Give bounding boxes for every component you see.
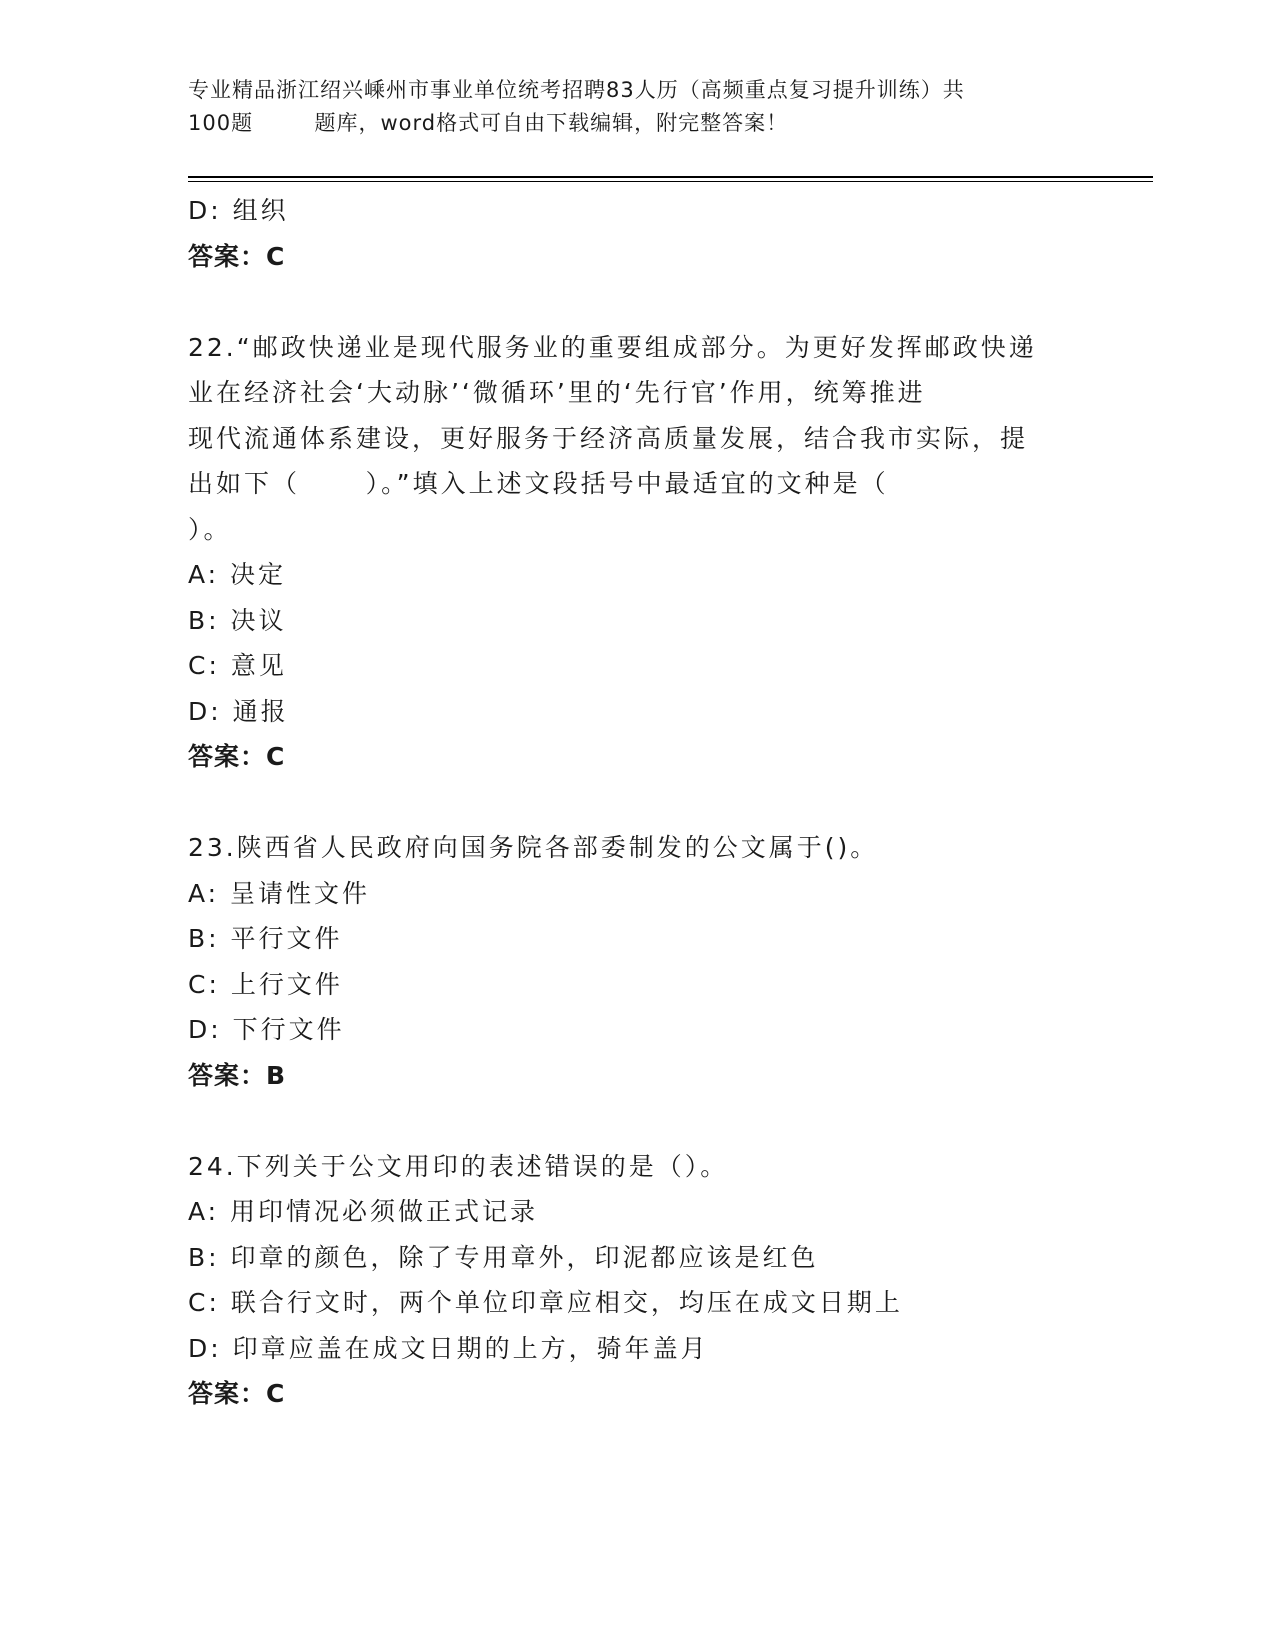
option-d: D: 通报 [188,696,289,726]
header-title-line2: 100题 题库，word格式可自由下载编辑，附完整答案！ [188,111,789,135]
option-d: D: 下行文件 [188,1015,345,1044]
option-b: B: 平行文件 [188,924,343,953]
header-rule-thick [188,176,1153,178]
prev-answer: 答案：C [188,241,286,271]
option-c: C: 意见 [188,651,287,680]
question-stem-line: 24.下列关于公文用印的表述错误的是（）。 [188,1151,729,1181]
question-stem-line: 22.“邮政快递业是现代服务业的重要组成部分。为更好发挥邮政快递 [188,332,1037,362]
option-b: B: 印章的颜色，除了专用章外，印泥都应该是红色 [188,1242,819,1272]
question-stem-line: 23.陕西省人民政府向国务院各部委制发的公文属于()。 [188,833,879,862]
option-a: A: 呈请性文件 [188,878,371,908]
answer: 答案：B [188,1060,287,1090]
option-b: B: 决议 [188,605,287,635]
question-24 [188,1144,1078,1417]
option-a: A: 决定 [188,560,287,589]
header-title-line1: 专业精品浙江绍兴嵊州市事业单位统考招聘83人历（高频重点复习提升训练）共 [188,78,965,102]
option-c: C: 联合行文时，两个单位印章应相交，均压在成文日期上 [188,1288,903,1317]
option-d: D: 印章应盖在成文日期的上方，骑年盖月 [188,1333,709,1363]
question-stem-line: 出如下（ ）。”填入上述文段括号中最适宜的文种是（ [188,469,889,498]
page-header [188,74,1078,140]
header-rule-thin [188,181,1153,182]
option-a: A: 用印情况必须做正式记录 [188,1197,539,1226]
question-content [188,188,1078,1417]
spacer [188,279,1078,325]
prev-option-d: D: 组织 [188,196,289,225]
question-stem-line: ）。 [188,514,232,544]
question-23 [188,825,1078,1098]
question-stem-line: 业在经济社会‘大动脉’‘微循环’里的‘先行官’作用，统筹推进 [188,378,926,407]
option-c: C: 上行文件 [188,969,343,999]
answer: 答案：C [188,742,286,771]
spacer [188,1098,1078,1144]
answer: 答案：C [188,1379,286,1408]
question-22 [188,325,1078,780]
spacer [188,780,1078,826]
question-stem-line: 现代流通体系建设，更好服务于经济高质量发展，结合我市实际，提 [188,423,1029,453]
